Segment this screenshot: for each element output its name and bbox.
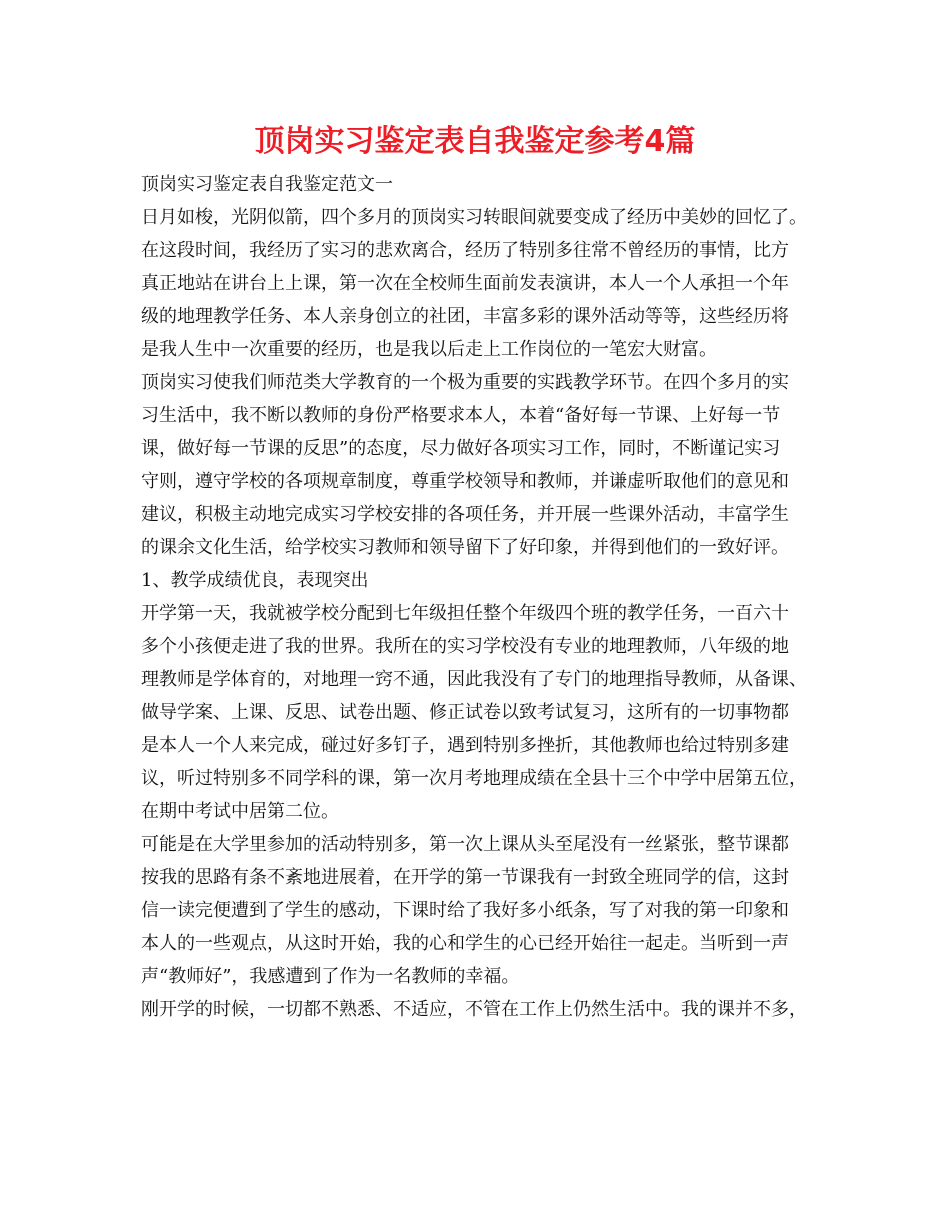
text-line: 顶岗实习鉴定表自我鉴定范文一 (141, 174, 393, 195)
text-line: 多个小孩便走进了我的世界。我所在的实习学校没有专业的地理教师，八年级的地 (141, 636, 789, 657)
text-line: 课，做好每一节课的反思”的态度，尽力做好各项实习工作，同时，不断谨记实习 (141, 438, 781, 459)
text-line: 建议，积极主动地完成实习学校安排的各项任务，并开展一些课外活动，丰富学生 (141, 504, 789, 525)
text-line: 是本人一个人来完成，碰过好多钉子，遇到特别多挫折，其他教师也给过特别多建 (141, 735, 789, 756)
text-line: 刚开学的时候，一切都不熟悉、不适应，不管在工作上仍然生活中。我的课并不多， (141, 999, 807, 1020)
text-line: 议，听过特别多不同学科的课，第一次月考地理成绩在全县十三个中学中居第五位， (141, 768, 807, 789)
text-line: 做导学案、上课、反思、试卷出题、修正试卷以致考试复习，这所有的一切事物都 (141, 702, 789, 723)
text-line: 在这段时间，我经历了实习的悲欢离合，经历了特别多往常不曾经历的事情，比方 (141, 240, 789, 261)
text-line: 习生活中，我不断以教师的身份严格要求本人，本着“备好每一节课、上好每一节 (141, 405, 781, 426)
text-line: 级的地理教学任务、本人亲身创立的社团，丰富多彩的课外活动等等，这些经历将 (141, 306, 789, 327)
text-line: 顶岗实习使我们师范类大学教育的一个极为重要的实践教学环节。在四个多月的实 (141, 372, 789, 393)
text-line: 按我的思路有条不紊地进展着，在开学的第一节课我有一封致全班同学的信，这封 (141, 867, 789, 888)
text-line: 信一读完便遭到了学生的感动，下课时给了我好多小纸条，写了对我的第一印象和 (141, 900, 789, 921)
document-title: 顶岗实习鉴定表自我鉴定参考4篇 (254, 124, 696, 159)
text-line: 声“教师好”，我感遭到了作为一名教师的幸福。 (141, 966, 520, 987)
text-line: 守则，遵守学校的各项规章制度，尊重学校领导和教师，并谦虚听取他们的意见和 (141, 471, 789, 492)
text-line: 是我人生中一次重要的经历，也是我以后走上工作岗位的一笔宏大财富。 (141, 339, 717, 360)
document-body (141, 168, 831, 1026)
text-line: 开学第一天，我就被学校分配到七年级担任整个年级四个班的教学任务，一百六十 (141, 603, 789, 624)
text-line: 可能是在大学里参加的活动特别多，第一次上课从头至尾没有一丝紧张，整节课都 (141, 834, 789, 855)
section-heading: 1、教学成绩优良，表现突出 (141, 570, 369, 591)
text-line: 的课余文化生活，给学校实习教师和领导留下了好印象，并得到他们的一致好评。 (141, 537, 789, 558)
text-line: 日月如梭，光阴似箭，四个多月的顶岗实习转眼间就要变成了经历中美妙的回忆了。 (141, 207, 807, 228)
text-line: 理教师是学体育的，对地理一窍不通，因此我没有了专门的地理指导教师，从备课、 (141, 669, 807, 690)
text-line: 真正地站在讲台上上课，第一次在全校师生面前发表演讲，本人一个人承担一个年 (141, 273, 789, 294)
text-line: 本人的一些观点，从这时开始，我的心和学生的心已经开始往一起走。当听到一声 (141, 933, 789, 954)
text-line: 在期中考试中居第二位。 (141, 801, 339, 822)
